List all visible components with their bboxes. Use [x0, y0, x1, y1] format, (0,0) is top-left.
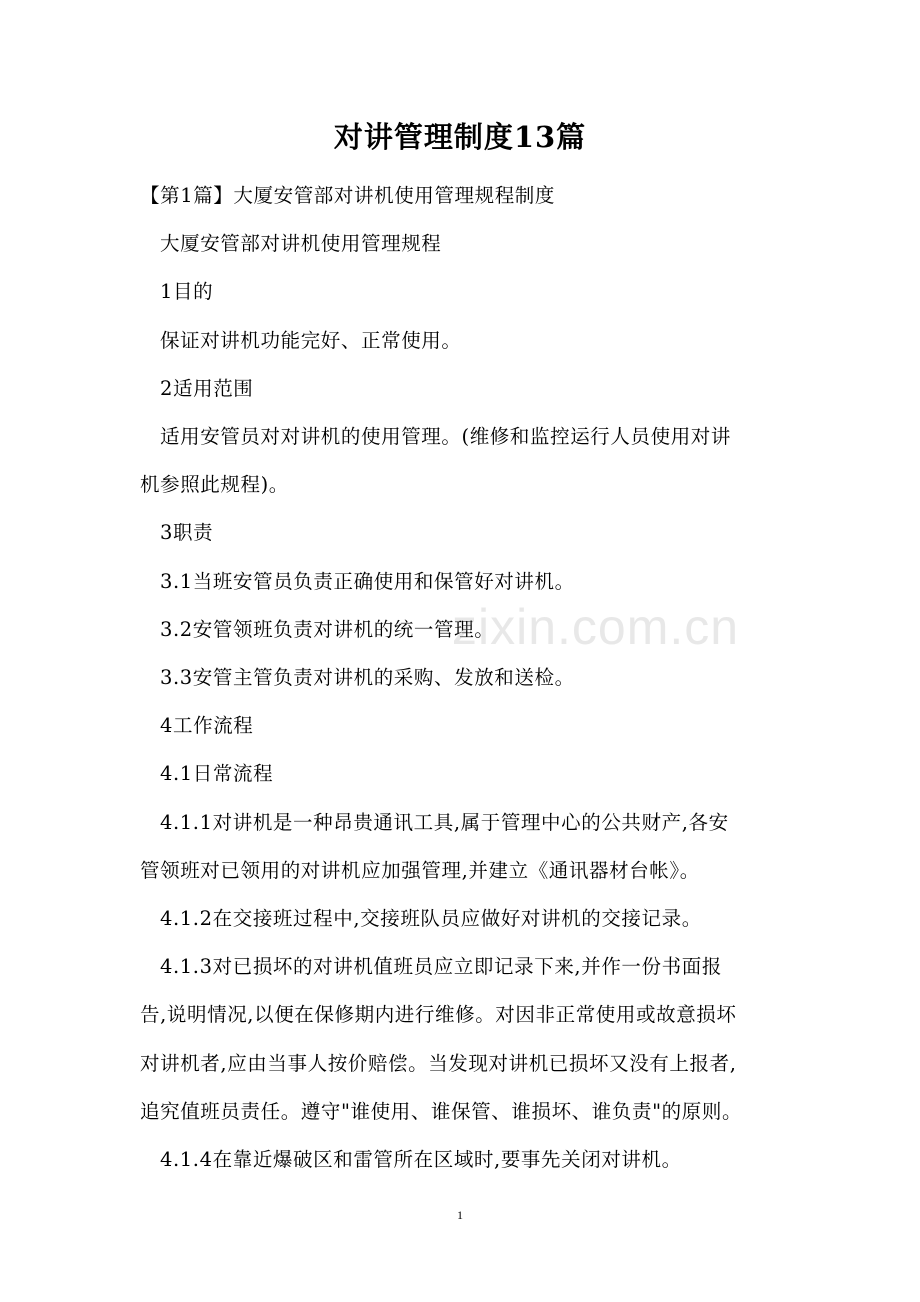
paragraph: 3.1当班安管员负责正确使用和保管好对讲机。 — [160, 569, 575, 593]
paragraph: 3.3安管主管负责对讲机的采购、发放和送检。 — [160, 666, 575, 690]
paragraph: 1目的 — [160, 280, 214, 304]
paragraph: 3.2安管领班负责对讲机的统一管理。 — [160, 617, 495, 641]
paragraph: 机参照此规程)。 — [140, 473, 289, 497]
paragraph: 4.1.2在交接班过程中,交接班队员应做好对讲机的交接记录。 — [160, 907, 702, 931]
paragraph: 管领班对已领用的对讲机应加强管理,并建立《通讯器材台帐》。 — [140, 858, 700, 882]
paragraph: 大厦安管部对讲机使用管理规程 — [160, 232, 442, 256]
paragraph: 对讲机者,应由当事人按价赔偿。当发现对讲机已损坏又没有上报者, — [140, 1051, 737, 1075]
page-number: 1 — [457, 1208, 463, 1222]
paragraph: 告,说明情况,以便在保修期内进行维修。对因非正常使用或故意损坏 — [140, 1003, 737, 1027]
document-title: 对讲管理制度13篇 — [333, 120, 587, 154]
watermark: zixin.com.cn — [452, 599, 740, 655]
paragraph: 3职责 — [160, 521, 214, 545]
paragraph: 4.1.4在靠近爆破区和雷管所在区域时,要事先关闭对讲机。 — [160, 1148, 682, 1172]
paragraph: 4.1日常流程 — [160, 762, 274, 786]
paragraph: 适用安管员对对讲机的使用管理。(维修和监控运行人员使用对讲 — [160, 425, 732, 449]
paragraph: 2适用范围 — [160, 376, 254, 400]
paragraph: 4.1.1对讲机是一种昂贵通讯工具,属于管理中心的公共财产,各安 — [160, 810, 729, 834]
document-body — [140, 172, 790, 1184]
paragraph: 保证对讲机功能完好、正常使用。 — [160, 328, 462, 352]
paragraph: 【第1篇】大厦安管部对讲机使用管理规程制度 — [140, 184, 556, 207]
paragraph: 4.1.3对已损坏的对讲机值班员应立即记录下来,并作一份书面报 — [160, 955, 722, 979]
paragraph: 追究值班员责任。遵守"谁使用、谁保管、谁损坏、谁负责"的原则。 — [140, 1099, 743, 1123]
paragraph: 4工作流程 — [160, 714, 254, 738]
